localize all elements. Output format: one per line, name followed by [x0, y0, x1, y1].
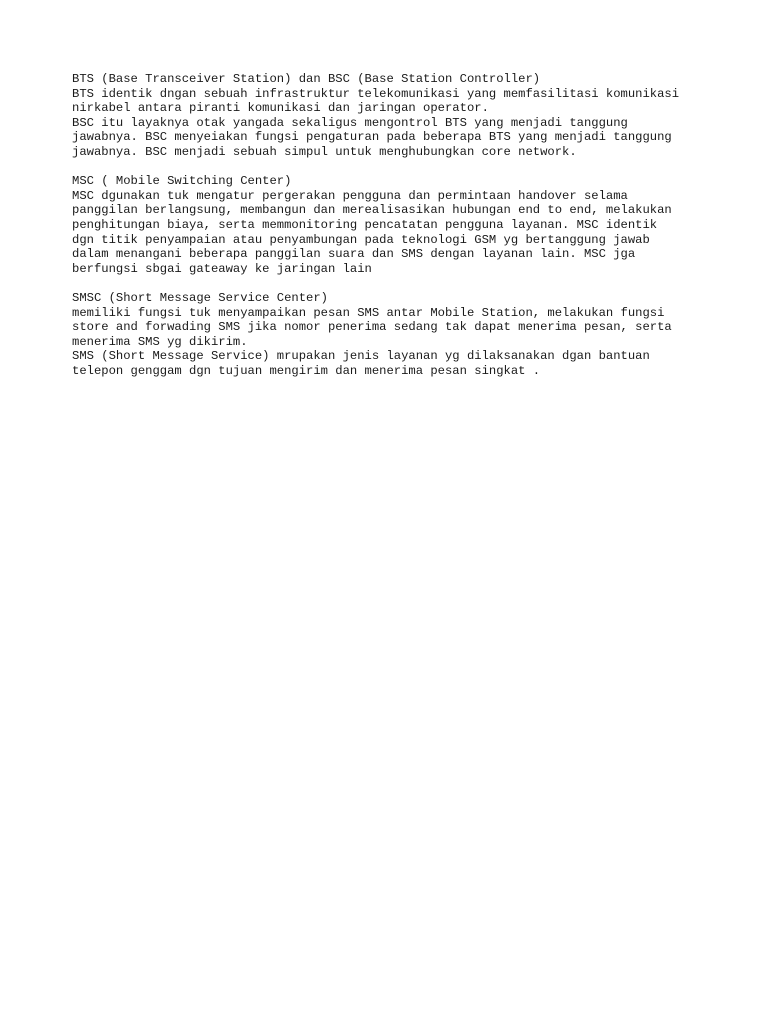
text-line: store and forwading SMS jika nomor penerima sedang tak dapat menerima pesan, serta [72, 320, 672, 335]
text-line: nirkabel antara piranti komunikasi dan jaringan operator. [72, 101, 489, 116]
text-line: berfungsi sbgai gateaway ke jaringan lain [72, 261, 372, 276]
document-page [72, 72, 732, 393]
text-line: MSC dgunakan tuk mengatur pergerakan pengguna dan permintaan handover selama [72, 188, 628, 203]
text-line: dgn titik penyampaian atau penyambungan pada teknologi GSM yg bertanggung jawab [72, 232, 650, 247]
text-line: jawabnya. BSC menjadi sebuah simpul untuk menghubungkan core network. [72, 144, 577, 159]
section-msc [72, 174, 732, 276]
section-heading: BTS (Base Transceiver Station) dan BSC (Base Station Controller) [72, 72, 541, 86]
text-line: telepon genggam dgn tujuan mengirim dan menerima pesan singkat . [72, 363, 541, 378]
text-line: SMS (Short Message Service) mrupakan jenis layanan yg dilaksanakan dgan bantuan [72, 349, 650, 364]
section-heading: MSC ( Mobile Switching Center) [72, 174, 292, 189]
text-line: menerima SMS yg dikirim. [72, 334, 248, 349]
text-line: panggilan berlangsung, membangun dan merealisasikan hubungan end to end, melakukan [72, 203, 672, 218]
text-line: BSC itu layaknya otak yangada sekaligus mengontrol BTS yang menjadi tanggung [72, 115, 628, 130]
text-line: dalam menangani beberapa panggilan suara dan SMS dengan layanan lain. MSC jga [72, 247, 636, 262]
section-heading: SMSC (Short Message Service Center) [72, 290, 328, 305]
section-smsc [72, 291, 732, 379]
text-line: BTS identik dngan sebuah infrastruktur telekomunikasi yang memfasilitasi komunikasi [72, 86, 680, 101]
text-line: penghitungan biaya, serta memmonitoring pencatatan pengguna layanan. MSC identik [72, 217, 658, 232]
section-bts-bsc [72, 72, 732, 160]
text-line: jawabnya. BSC menyeiakan fungsi pengaturan pada beberapa BTS yang menjadi tanggung [72, 130, 672, 145]
text-line: memiliki fungsi tuk menyampaikan pesan SMS antar Mobile Station, melakukan fungsi [72, 305, 665, 320]
